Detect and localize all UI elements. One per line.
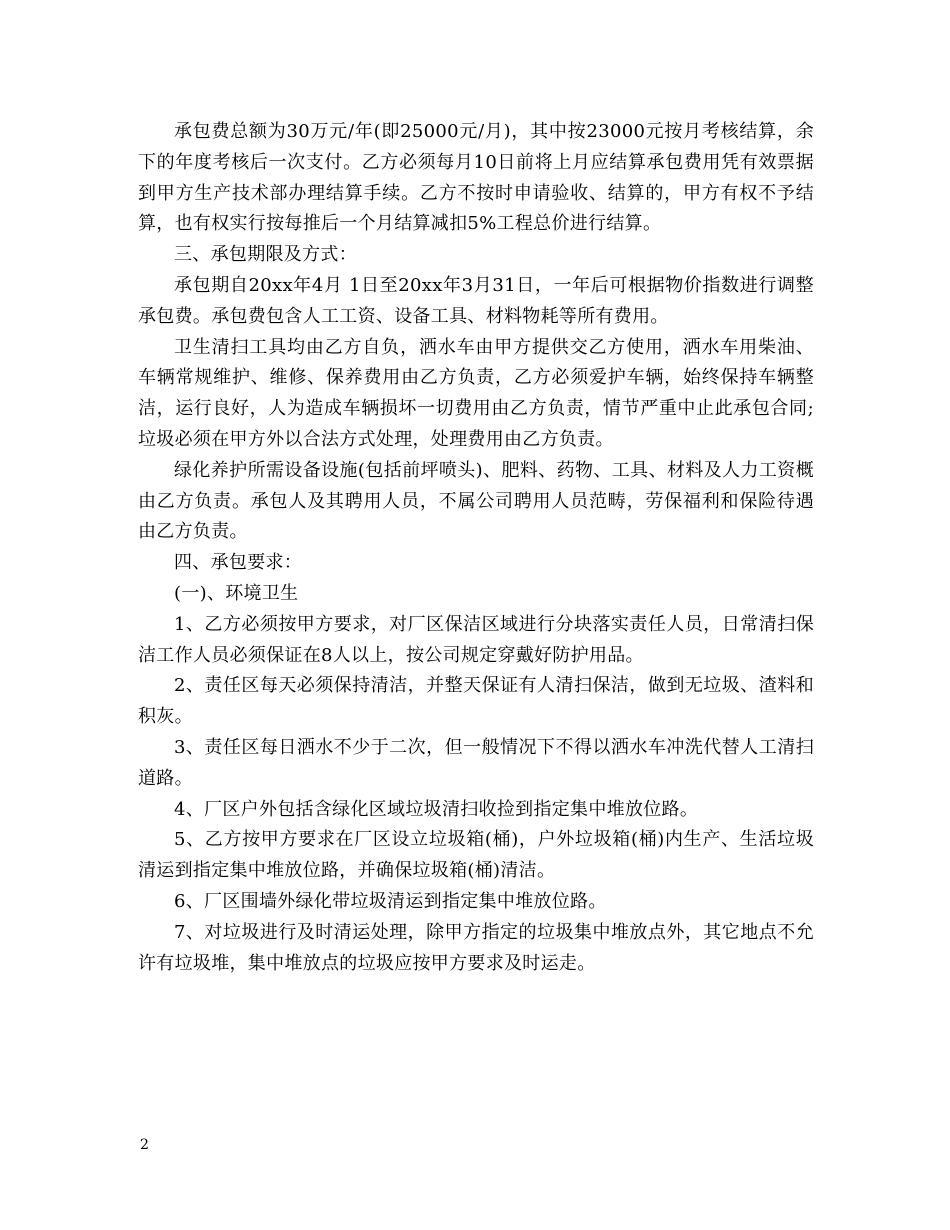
list-item-5: 5、乙方按甲方要求在厂区设立垃圾箱(桶)，户外垃圾箱(桶)内生产、生活垃圾清运到指定集中堆放位路，并确保垃圾箱(桶)清洁。 <box>138 829 814 882</box>
list-item-7: 7、对垃圾进行及时清运处理，除甲方指定的垃圾集中堆放点外，其它地点不允许有垃圾堆，集中堆放点的垃圾应按甲方要求及时运走。 <box>138 921 814 974</box>
paragraph-greening-maintenance: 绿化养护所需设备设施(包括前坪喷头)、肥料、药物、工具、材料及人力工资概由乙方负责。承包人及其聘用人员，不属公司聘用人员范畴，劳保福利和保险待遇由乙方负责。 <box>138 459 814 543</box>
paragraph-sanitation-tools: 卫生清扫工具均由乙方自负，洒水车由甲方提供交乙方使用，洒水车用柴油、车辆常规维护、维修、保养费用由乙方负责，乙方必须爱护车辆，始终保持车辆整洁，运行良好，人为造成车辆损坏一切费用由乙方负责，情节严重中止此承包合同;垃圾必须在甲方外以合法方式处理，处理费用由乙方负责。 <box>138 336 814 450</box>
list-item-1: 1、乙方必须按甲方要求，对厂区保洁区域进行分块落实责任人员，日常清扫保洁工作人员必须保证在8人以上，按公司规定穿戴好防护用品。 <box>138 613 814 666</box>
heading-term-and-method: 三、承包期限及方式： <box>174 244 357 266</box>
paragraph-contract-period: 承包期自20xx年4月 1日至20xx年3月31日，一年后可根据物价指数进行调整承包费。承包费包含人工工资、设备工具、材料物耗等所有费用。 <box>138 274 814 327</box>
page-number: 2 <box>140 1137 149 1153</box>
list-item-6: 6、厂区围墙外绿化带垃圾清运到指定集中堆放位路。 <box>174 890 607 912</box>
list-item-4: 4、厂区户外包括含绿化区域垃圾清扫收捡到指定集中堆放位路。 <box>174 798 699 820</box>
subheading-environmental-hygiene: (一)、环境卫生 <box>174 582 299 604</box>
list-item-3: 3、责任区每日洒水不少于二次，但一般情况下不得以洒水车冲洗代替人工清扫道路。 <box>138 736 814 789</box>
heading-requirements: 四、承包要求： <box>174 552 303 574</box>
paragraph-fee-total: 承包费总额为30万元/年(即25000元/月)，其中按23000元按月考核结算，余下的年度考核后一次支付。乙方必须每月10日前将上月应结算承包费用凭有效票据到甲方生产技术部办理结算手续。乙方不按时申请验收、结算的，甲方有权不予结算，也有权实行按每推后一个月结算减扣5%工程总价进行结算。 <box>138 121 814 235</box>
document-body <box>138 117 814 979</box>
list-item-2: 2、责任区每天必须保持清洁，并整天保证有人清扫保洁，做到无垃圾、渣料和积灰。 <box>138 675 814 728</box>
